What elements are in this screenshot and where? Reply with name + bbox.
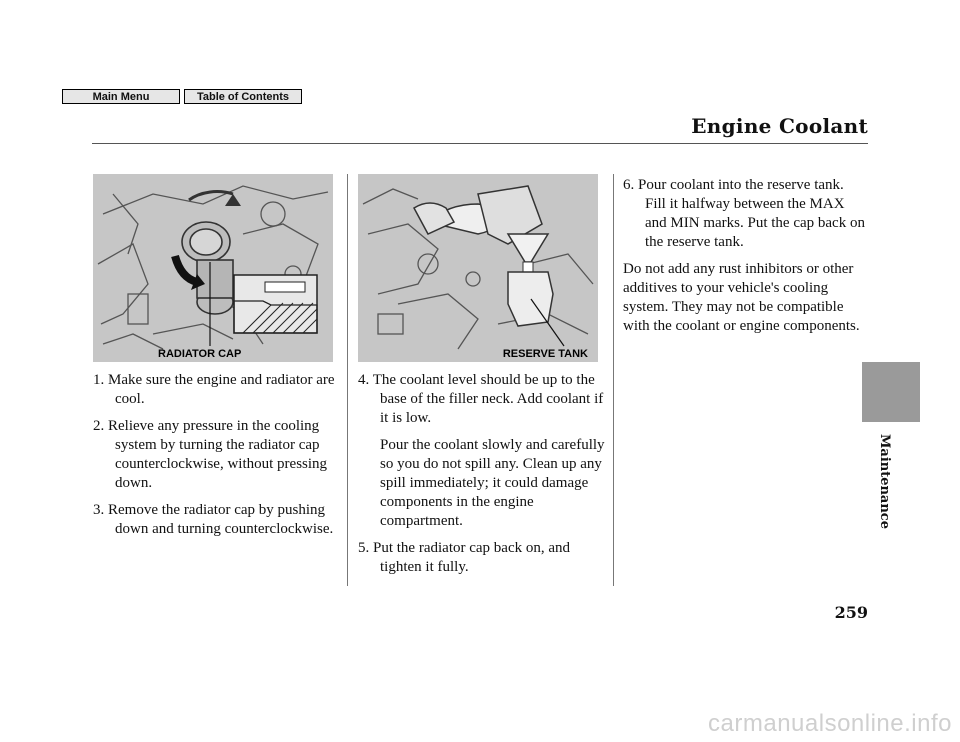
column-3: [623, 176, 867, 336]
table-of-contents-button[interactable]: Table of Contents: [184, 89, 302, 104]
section-tab: [862, 362, 920, 422]
column-1: [93, 371, 339, 547]
step-3: 3. Remove the radiator cap by pushing down and turning counterclockwise.: [93, 502, 334, 537]
page-number: 259: [834, 603, 868, 622]
radiator-cap-illustration: [93, 174, 333, 362]
column-divider: [347, 174, 348, 586]
watermark: carmanualsonline.info: [708, 710, 952, 737]
additives-note: Do not add any rust inhibitors or other additives to your vehicle's cooling system. They may not be compatible with the coolant or engine components.: [623, 261, 860, 334]
main-menu-button[interactable]: Main Menu: [62, 89, 180, 104]
step-6: 6. Pour coolant into the reserve tank. Fill it halfway between the MAX and MIN marks. Put the cap back on the reserve tank.: [623, 177, 865, 250]
step-2: 2. Relieve any pressure in the cooling system by turning the radiator cap counterclockwise, without pressing down.: [93, 418, 328, 491]
page-title: Engine Coolant: [691, 114, 868, 138]
header-divider: [92, 143, 868, 144]
step-1: 1. Make sure the engine and radiator are cool.: [93, 372, 335, 407]
step-5: 5. Put the radiator cap back on, and tighten it fully.: [358, 540, 571, 575]
reserve-tank-illustration: [358, 174, 598, 362]
reserve-tank-caption: RESERVE TANK: [502, 348, 588, 360]
section-label-text: Maintenance: [877, 434, 892, 529]
step-4: 4. The coolant level should be up to the base of the filler neck. Add coolant if it is low.: [358, 372, 604, 426]
column-2: [358, 371, 606, 585]
section-label: [876, 434, 894, 564]
radiator-cap-caption: RADIATOR CAP: [158, 348, 242, 360]
column-divider: [613, 174, 614, 586]
step-4-note: Pour the coolant slowly and carefully so you do not spill any. Clean up any spill immediately; it could damage components in the engine compartment.: [380, 437, 605, 529]
